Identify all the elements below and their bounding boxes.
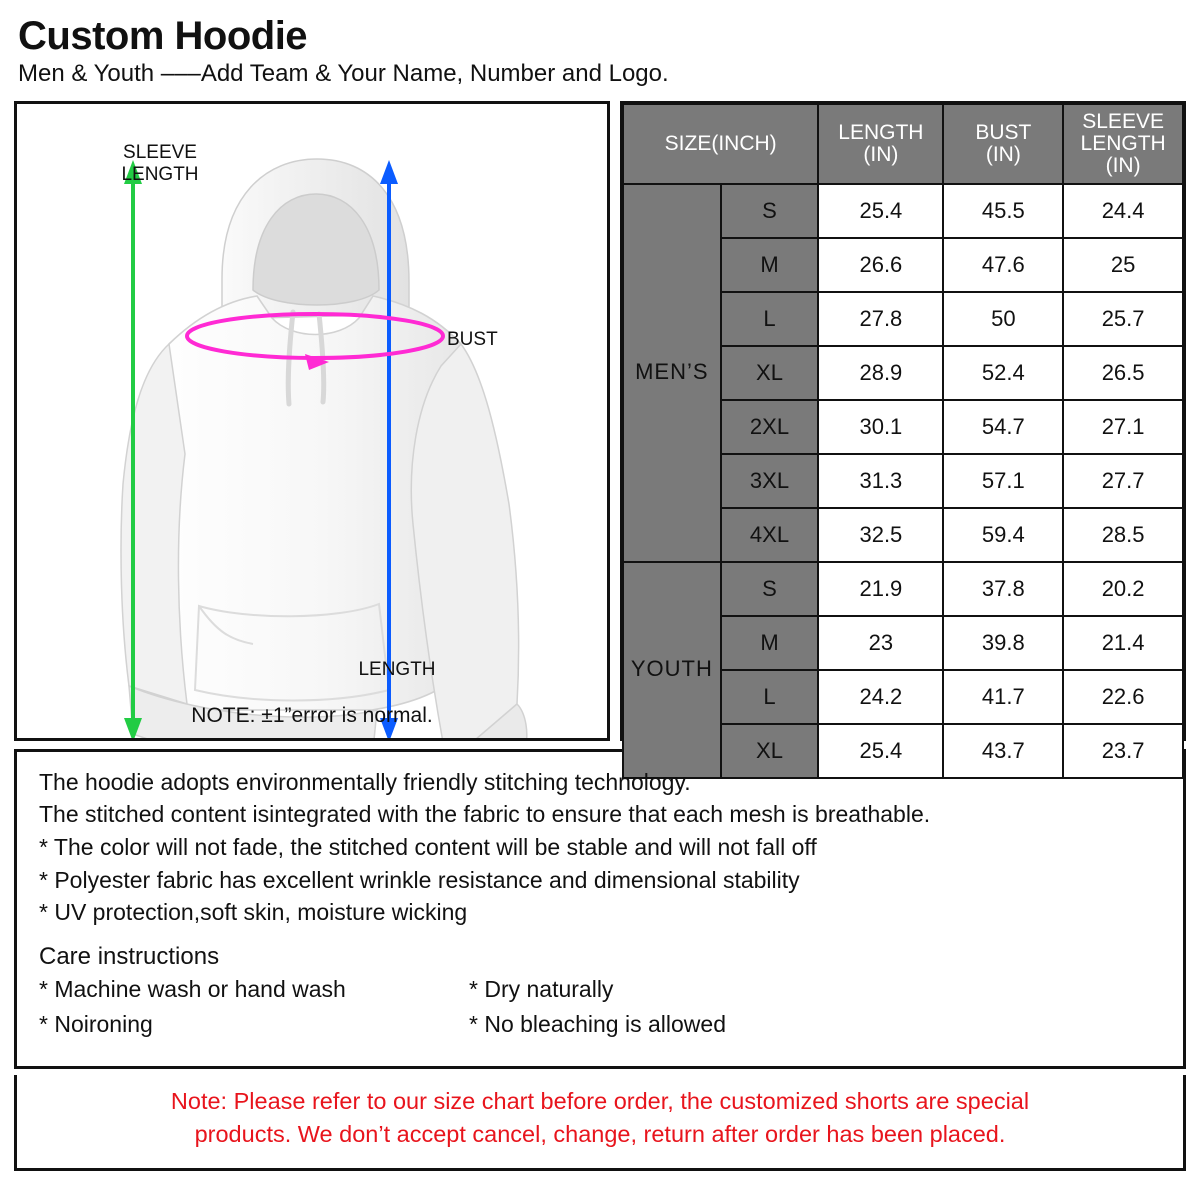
sleeve-value: 26.5 — [1063, 346, 1183, 400]
bust-value: 57.1 — [943, 454, 1063, 508]
size-table-head — [623, 104, 1183, 184]
size-label: XL — [721, 724, 819, 778]
care-item: * Noironing — [39, 1010, 153, 1037]
description-line: * The color will not fade, the stitched content will be stable and will not fall off — [39, 834, 817, 861]
bust-value: 47.6 — [943, 238, 1063, 292]
bust-label: BUST — [447, 328, 498, 350]
size-table-body — [623, 184, 1183, 778]
bust-value: 54.7 — [943, 400, 1063, 454]
bust-value: 39.8 — [943, 616, 1063, 670]
size-label: M — [721, 616, 819, 670]
measurement-note: NOTE: ±1”error is normal. — [191, 703, 433, 727]
policy-note-line1: Note: Please refer to our size chart before order, the customized shorts are special — [170, 1087, 1030, 1114]
policy-note-box — [14, 1075, 1186, 1171]
care-instructions-title: Care instructions — [39, 943, 220, 971]
hoodie-diagram — [14, 101, 610, 741]
sleeve-value: 21.4 — [1063, 616, 1183, 670]
description-box — [14, 749, 1186, 1069]
col-header-sleeve-length: SLEEVE LENGTH (IN) — [1063, 104, 1183, 184]
description-line: The stitched content isintegrated with the fabric to ensure that each mesh is breathable. — [39, 801, 931, 828]
bust-value: 41.7 — [943, 670, 1063, 724]
col-header-length: LENGTH (IN) — [818, 104, 943, 184]
sleeve-value: 20.2 — [1063, 562, 1183, 616]
group-label-youth: YOUTH — [623, 562, 721, 778]
policy-note — [35, 1085, 1165, 1151]
length-value: 32.5 — [818, 508, 943, 562]
bust-value: 45.5 — [943, 184, 1063, 238]
care-item: * Machine wash or hand wash — [39, 976, 346, 1003]
description-line: * UV protection,soft skin, moisture wicking — [39, 899, 468, 926]
hoodie-svg — [17, 104, 607, 738]
size-label: S — [721, 562, 819, 616]
length-value: 27.8 — [818, 292, 943, 346]
size-label: 4XL — [721, 508, 819, 562]
length-value: 21.9 — [818, 562, 943, 616]
length-value: 25.4 — [818, 184, 943, 238]
size-table — [622, 103, 1184, 779]
table-row — [623, 184, 1183, 238]
bust-value: 50 — [943, 292, 1063, 346]
size-table-container — [620, 101, 1186, 763]
hoodie-illustration — [17, 104, 607, 738]
description-line: The hoodie adopts environmentally friendly stitching technology. — [39, 768, 691, 795]
table-header-row — [623, 104, 1183, 184]
sleeve-value: 24.4 — [1063, 184, 1183, 238]
sleeve-value: 23.7 — [1063, 724, 1183, 778]
group-label-mens: MEN’S — [623, 184, 721, 562]
care-item: * Dry naturally — [469, 976, 614, 1003]
length-value: 25.4 — [818, 724, 943, 778]
sleeve-length-label: SLEEVE LENGTH — [121, 141, 199, 185]
size-label: 3XL — [721, 454, 819, 508]
page-subtitle: Men & Youth –––Add Team & Your Name, Number and Logo. — [18, 60, 669, 87]
size-label: M — [721, 238, 819, 292]
care-instructions-list — [39, 973, 1161, 1040]
sleeve-value: 27.7 — [1063, 454, 1183, 508]
care-item: * No bleaching is allowed — [469, 1010, 726, 1037]
size-label: L — [721, 670, 819, 724]
col-header-bust: BUST (IN) — [943, 104, 1063, 184]
col-header-size: SIZE(INCH) — [623, 104, 818, 184]
size-label: L — [721, 292, 819, 346]
size-label: 2XL — [721, 400, 819, 454]
bust-value: 59.4 — [943, 508, 1063, 562]
size-label: XL — [721, 346, 819, 400]
chart-top-region — [14, 101, 1186, 763]
length-value: 30.1 — [818, 400, 943, 454]
bust-value: 43.7 — [943, 724, 1063, 778]
bust-value: 37.8 — [943, 562, 1063, 616]
sleeve-value: 22.6 — [1063, 670, 1183, 724]
length-value: 26.6 — [818, 238, 943, 292]
length-label: LENGTH — [358, 658, 436, 680]
sleeve-value: 27.1 — [1063, 400, 1183, 454]
length-value: 23 — [818, 616, 943, 670]
size-label: S — [721, 184, 819, 238]
sleeve-value: 28.5 — [1063, 508, 1183, 562]
length-value: 24.2 — [818, 670, 943, 724]
table-row — [623, 562, 1183, 616]
policy-note-line2: products. We don’t accept cancel, change, return after order has been placed. — [194, 1120, 1006, 1147]
page-title: Custom Hoodie — [18, 14, 308, 58]
length-value: 31.3 — [818, 454, 943, 508]
sleeve-value: 25 — [1063, 238, 1183, 292]
bust-value: 52.4 — [943, 346, 1063, 400]
sleeve-value: 25.7 — [1063, 292, 1183, 346]
description-line: * Polyester fabric has excellent wrinkle resistance and dimensional stability — [39, 866, 800, 893]
length-value: 28.9 — [818, 346, 943, 400]
